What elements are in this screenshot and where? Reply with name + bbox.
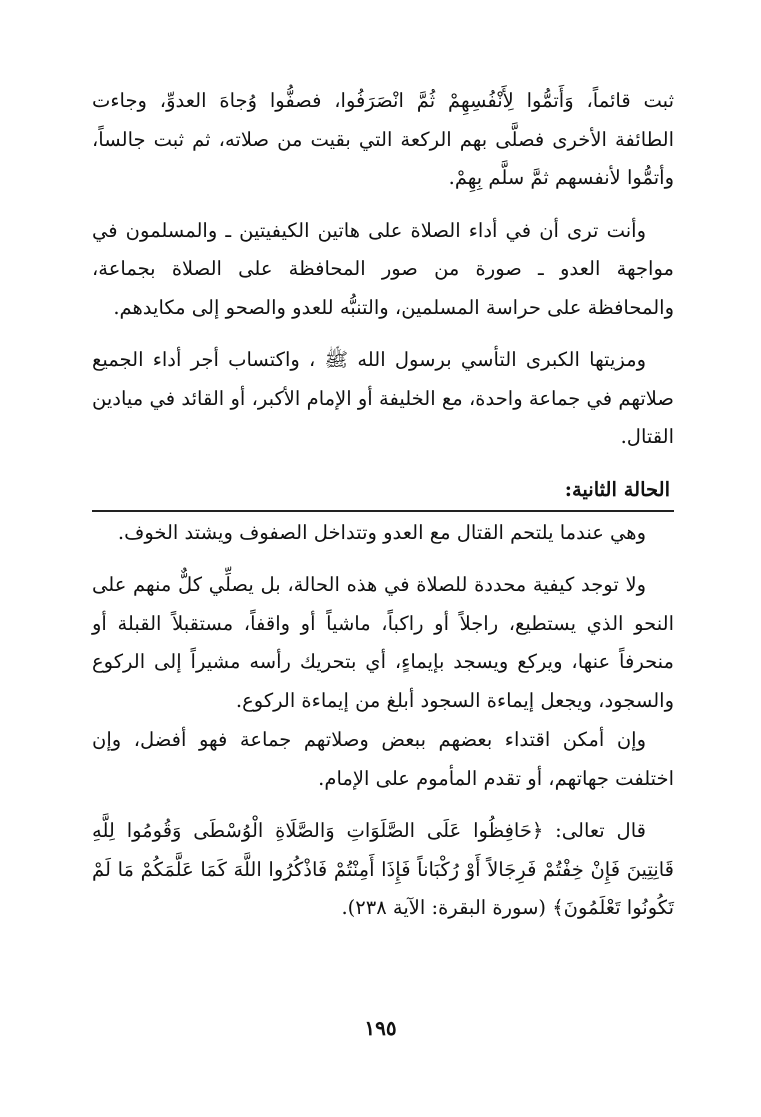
paragraph-congregation: وإن أمكن اقتداء بعضهم ببعض وصلاتهم جماعة فهو أفضل، وإن اختلفت جهاتهم، أو تقدم المأموم على الإمام.: [92, 728, 674, 790]
page-body: [92, 82, 674, 942]
heading-underline: [92, 510, 674, 512]
paragraph-merit: ومزيتها الكبرى التأسي برسول الله ﷺ ، واكتساب أجر أداء الجميع صلاتهم في جماعة واحدة، مع الخليفة أو الإمام الأكبر، أو القائد في ميادين القتال.: [92, 348, 674, 448]
paragraph-quran-verse: قال تعالى: ﴿حَافِظُوا عَلَى الصَّلَوَاتِ وَالصَّلَاةِ الْوُسْطَى وَقُومُوا لِلَّهِ قَانِتِينَ فَإِنْ خِفْتُمْ فَرِجَالاً أَوْ رُكْبَاناً فَإِذَا أَمِنْتُمْ فَاذْكُرُوا اللَّهَ كَمَا عَلَّمَكُمْ مَا لَمْ تَكُونُوا تَعْلَمُونَ﴾ (سورة البقرة: الآية ٢٣٨).: [92, 819, 674, 919]
page-number: ١٩٥: [364, 1016, 397, 1040]
paragraph-case-method: ولا توجد كيفية محددة للصلاة في هذه الحالة، بل يصلِّي كلٌّ منهم على النحو الذي يستطيع، راجلاً أو راكباً، ماشياً أو واقفاً، مستقبلاً القبلة أو منحرفاً عنها، ويركع ويسجد بإيماءٍ، أي بتحريك رأسه مشيراً إلى الركوع والسجود، ويجعل إيماءة السجود أبلغ من إيماءة الركوع.: [92, 573, 674, 712]
section-heading: الحالة الثانية:: [564, 477, 670, 501]
paragraph-two-modes: وأنت ترى أن في أداء الصلاة على هاتين الكيفيتين ـ والمسلمون في مواجهة العدو ـ صورة من صور المحافظة على الصلاة بجماعة، والمحافظة على حراسة المسلمين، والتنبُّه للعدو والصحو إلى مكايدهم.: [92, 218, 674, 319]
paragraph-case-definition: وهي عندما يلتحم القتال مع العدو وتتداخل الصفوف ويشتد الخوف.: [117, 520, 646, 544]
paragraph-prayer-description: ثبت قائماً، وَأَتمُّوا لِأَنْفُسِهِمْ ثُمَّ انْصَرَفُوا، فصفُّوا وُجاهَ العدوِّ، وجاءت الطائفة الأخرى فصلَّى بهم الركعة التي بقيت من صلاته، ثم ثبت جالساً، وأتمُّوا لأنفسهم ثمَّ سلَّم بِهِمْ.: [92, 89, 674, 189]
